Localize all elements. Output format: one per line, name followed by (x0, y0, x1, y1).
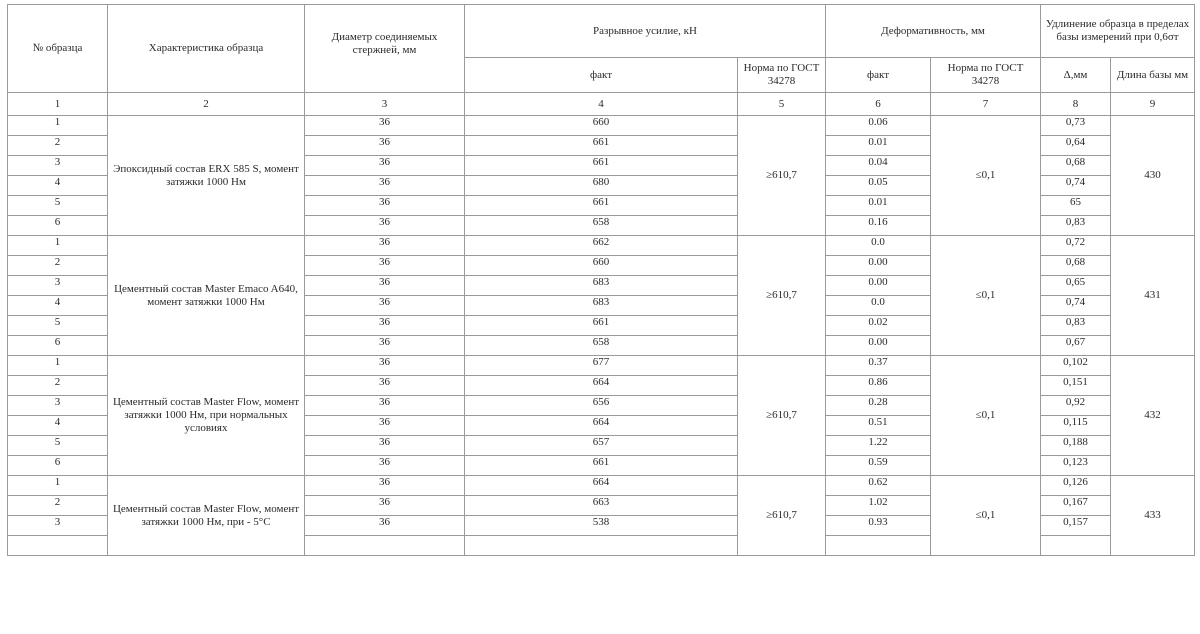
base-length-cell: 432 (1111, 356, 1195, 476)
diameter-cell: 36 (305, 476, 465, 496)
deform-fact-cell: 0.05 (826, 176, 931, 196)
force-fact-cell: 683 (465, 296, 738, 316)
delta-cell: 0,151 (1041, 376, 1111, 396)
force-fact-cell: 663 (465, 496, 738, 516)
force-norm-cell: ≥610,7 (738, 356, 826, 476)
force-fact-cell: 658 (465, 216, 738, 236)
force-fact-cell: 661 (465, 156, 738, 176)
force-fact-cell: 660 (465, 256, 738, 276)
sample-number-cell: 1 (8, 236, 108, 256)
sample-number-cell: 6 (8, 336, 108, 356)
diameter-cell (305, 536, 465, 556)
diameter-cell: 36 (305, 456, 465, 476)
diameter-cell: 36 (305, 376, 465, 396)
deform-norm-cell: ≤0,1 (931, 236, 1041, 356)
force-fact-cell: 661 (465, 136, 738, 156)
deform-fact-cell: 0.01 (826, 136, 931, 156)
diameter-cell: 36 (305, 276, 465, 296)
delta-cell: 0,74 (1041, 296, 1111, 316)
deform-fact-cell: 1.02 (826, 496, 931, 516)
characteristic-cell: Цементный состав Master Emaco A640, момент затяжки 1000 Нм (108, 236, 305, 356)
subheader-deform-norm: Норма по ГОСТ 34278 (931, 58, 1041, 93)
delta-cell: 0,92 (1041, 396, 1111, 416)
force-fact-cell: 658 (465, 336, 738, 356)
base-length-cell: 430 (1111, 116, 1195, 236)
deform-fact-cell: 0.02 (826, 316, 931, 336)
force-fact-cell: 657 (465, 436, 738, 456)
sample-number-cell: 4 (8, 416, 108, 436)
diameter-cell: 36 (305, 236, 465, 256)
sample-number-cell: 5 (8, 196, 108, 216)
diameter-cell: 36 (305, 116, 465, 136)
delta-cell: 0,167 (1041, 496, 1111, 516)
force-fact-cell: 664 (465, 476, 738, 496)
delta-cell: 0,74 (1041, 176, 1111, 196)
table-row (8, 236, 1195, 256)
deform-fact-cell: 0.51 (826, 416, 931, 436)
characteristic-cell: Эпоксидный состав ERX 585 S, момент затяжки 1000 Нм (108, 116, 305, 236)
force-fact-cell: 661 (465, 456, 738, 476)
diameter-cell: 36 (305, 316, 465, 336)
sample-number-cell: 5 (8, 436, 108, 456)
force-fact-cell (465, 536, 738, 556)
delta-cell: 0,188 (1041, 436, 1111, 456)
diameter-cell: 36 (305, 496, 465, 516)
delta-cell: 0,73 (1041, 116, 1111, 136)
diameter-cell: 36 (305, 156, 465, 176)
diameter-cell: 36 (305, 196, 465, 216)
sample-number-cell: 5 (8, 316, 108, 336)
column-number: 8 (1041, 93, 1111, 116)
delta-cell: 0,123 (1041, 456, 1111, 476)
deform-fact-cell: 0.59 (826, 456, 931, 476)
deform-fact-cell: 0.06 (826, 116, 931, 136)
column-number: 9 (1111, 93, 1195, 116)
delta-cell (1041, 536, 1111, 556)
diameter-cell: 36 (305, 336, 465, 356)
force-fact-cell: 660 (465, 116, 738, 136)
deform-fact-cell: 0.28 (826, 396, 931, 416)
delta-cell: 0,64 (1041, 136, 1111, 156)
force-fact-cell: 664 (465, 416, 738, 436)
diameter-cell: 36 (305, 356, 465, 376)
sample-number-cell: 4 (8, 296, 108, 316)
column-number: 1 (8, 93, 108, 116)
force-norm-cell: ≥610,7 (738, 236, 826, 356)
delta-cell: 0,126 (1041, 476, 1111, 496)
sample-number-cell: 1 (8, 116, 108, 136)
deform-norm-cell: ≤0,1 (931, 116, 1041, 236)
subheader-base-length: Длина базы мм (1111, 58, 1195, 93)
results-table (7, 4, 1195, 556)
force-fact-cell: 680 (465, 176, 738, 196)
sample-number-cell: 2 (8, 496, 108, 516)
sample-number-cell: 6 (8, 216, 108, 236)
deform-fact-cell: 0.04 (826, 156, 931, 176)
deform-fact-cell: 0.37 (826, 356, 931, 376)
column-number: 3 (305, 93, 465, 116)
delta-cell: 0,83 (1041, 316, 1111, 336)
deform-fact-cell: 0.00 (826, 256, 931, 276)
force-fact-cell: 677 (465, 356, 738, 376)
header-breaking-force: Разрывное усилие, кН (465, 5, 826, 58)
sample-number-cell: 2 (8, 256, 108, 276)
subheader-force-fact: факт (465, 58, 738, 93)
diameter-cell: 36 (305, 436, 465, 456)
sample-number-cell: 3 (8, 396, 108, 416)
force-fact-cell: 661 (465, 196, 738, 216)
diameter-cell: 36 (305, 256, 465, 276)
sample-number-cell: 1 (8, 476, 108, 496)
header-row (8, 5, 1195, 58)
table-row (8, 476, 1195, 496)
deform-fact-cell: 0.62 (826, 476, 931, 496)
force-fact-cell: 664 (465, 376, 738, 396)
delta-cell: 0,157 (1041, 516, 1111, 536)
header-characteristic: Характеристика образца (108, 5, 305, 93)
header-deformability: Деформативность, мм (826, 5, 1041, 58)
diameter-cell: 36 (305, 176, 465, 196)
subheader-delta: Δ,мм (1041, 58, 1111, 93)
table-row (8, 356, 1195, 376)
force-fact-cell: 662 (465, 236, 738, 256)
force-norm-cell: ≥610,7 (738, 476, 826, 556)
deform-norm-cell: ≤0,1 (931, 476, 1041, 556)
column-number: 2 (108, 93, 305, 116)
characteristic-cell: Цементный состав Master Flow, момент затяжки 1000 Нм, при нормальных условиях (108, 356, 305, 476)
force-fact-cell: 538 (465, 516, 738, 536)
deform-fact-cell: 1.22 (826, 436, 931, 456)
force-fact-cell: 683 (465, 276, 738, 296)
delta-cell: 65 (1041, 196, 1111, 216)
column-number: 7 (931, 93, 1041, 116)
base-length-cell: 433 (1111, 476, 1195, 556)
deform-fact-cell: 0.16 (826, 216, 931, 236)
deform-fact-cell: 0.93 (826, 516, 931, 536)
diameter-cell: 36 (305, 296, 465, 316)
diameter-cell: 36 (305, 216, 465, 236)
delta-cell: 0,65 (1041, 276, 1111, 296)
diameter-cell: 36 (305, 136, 465, 156)
delta-cell: 0,68 (1041, 256, 1111, 276)
deform-fact-cell: 0.86 (826, 376, 931, 396)
header-sample-number: № образца (8, 5, 108, 93)
force-norm-cell: ≥610,7 (738, 116, 826, 236)
diameter-cell: 36 (305, 396, 465, 416)
sample-number-cell (8, 536, 108, 556)
deform-fact-cell: 0.00 (826, 276, 931, 296)
sample-number-cell: 2 (8, 136, 108, 156)
table-row (8, 116, 1195, 136)
diameter-cell: 36 (305, 516, 465, 536)
sample-number-cell: 3 (8, 156, 108, 176)
column-number: 4 (465, 93, 738, 116)
deform-fact-cell: 0.00 (826, 336, 931, 356)
column-number: 5 (738, 93, 826, 116)
delta-cell: 0,115 (1041, 416, 1111, 436)
deform-fact-cell: 0.0 (826, 236, 931, 256)
column-number-row (8, 93, 1195, 116)
base-length-cell: 431 (1111, 236, 1195, 356)
deform-norm-cell: ≤0,1 (931, 356, 1041, 476)
diameter-cell: 36 (305, 416, 465, 436)
subheader-deform-fact: факт (826, 58, 931, 93)
delta-cell: 0,72 (1041, 236, 1111, 256)
force-fact-cell: 661 (465, 316, 738, 336)
force-fact-cell: 656 (465, 396, 738, 416)
subheader-force-norm: Норма по ГОСТ 34278 (738, 58, 826, 93)
characteristic-cell: Цементный состав Master Flow, момент затяжки 1000 Нм, при - 5°С (108, 476, 305, 556)
sample-number-cell: 3 (8, 516, 108, 536)
deform-fact-cell (826, 536, 931, 556)
sample-number-cell: 6 (8, 456, 108, 476)
column-number: 6 (826, 93, 931, 116)
header-diameter: Диаметр соединяемых стержней, мм (305, 5, 465, 93)
header-elongation: Удлинение образца в пределах базы измерений при 0,6σт (1041, 5, 1195, 58)
sample-number-cell: 3 (8, 276, 108, 296)
delta-cell: 0,67 (1041, 336, 1111, 356)
sample-number-cell: 2 (8, 376, 108, 396)
delta-cell: 0,83 (1041, 216, 1111, 236)
sample-number-cell: 4 (8, 176, 108, 196)
deform-fact-cell: 0.01 (826, 196, 931, 216)
sample-number-cell: 1 (8, 356, 108, 376)
delta-cell: 0,68 (1041, 156, 1111, 176)
delta-cell: 0,102 (1041, 356, 1111, 376)
deform-fact-cell: 0.0 (826, 296, 931, 316)
